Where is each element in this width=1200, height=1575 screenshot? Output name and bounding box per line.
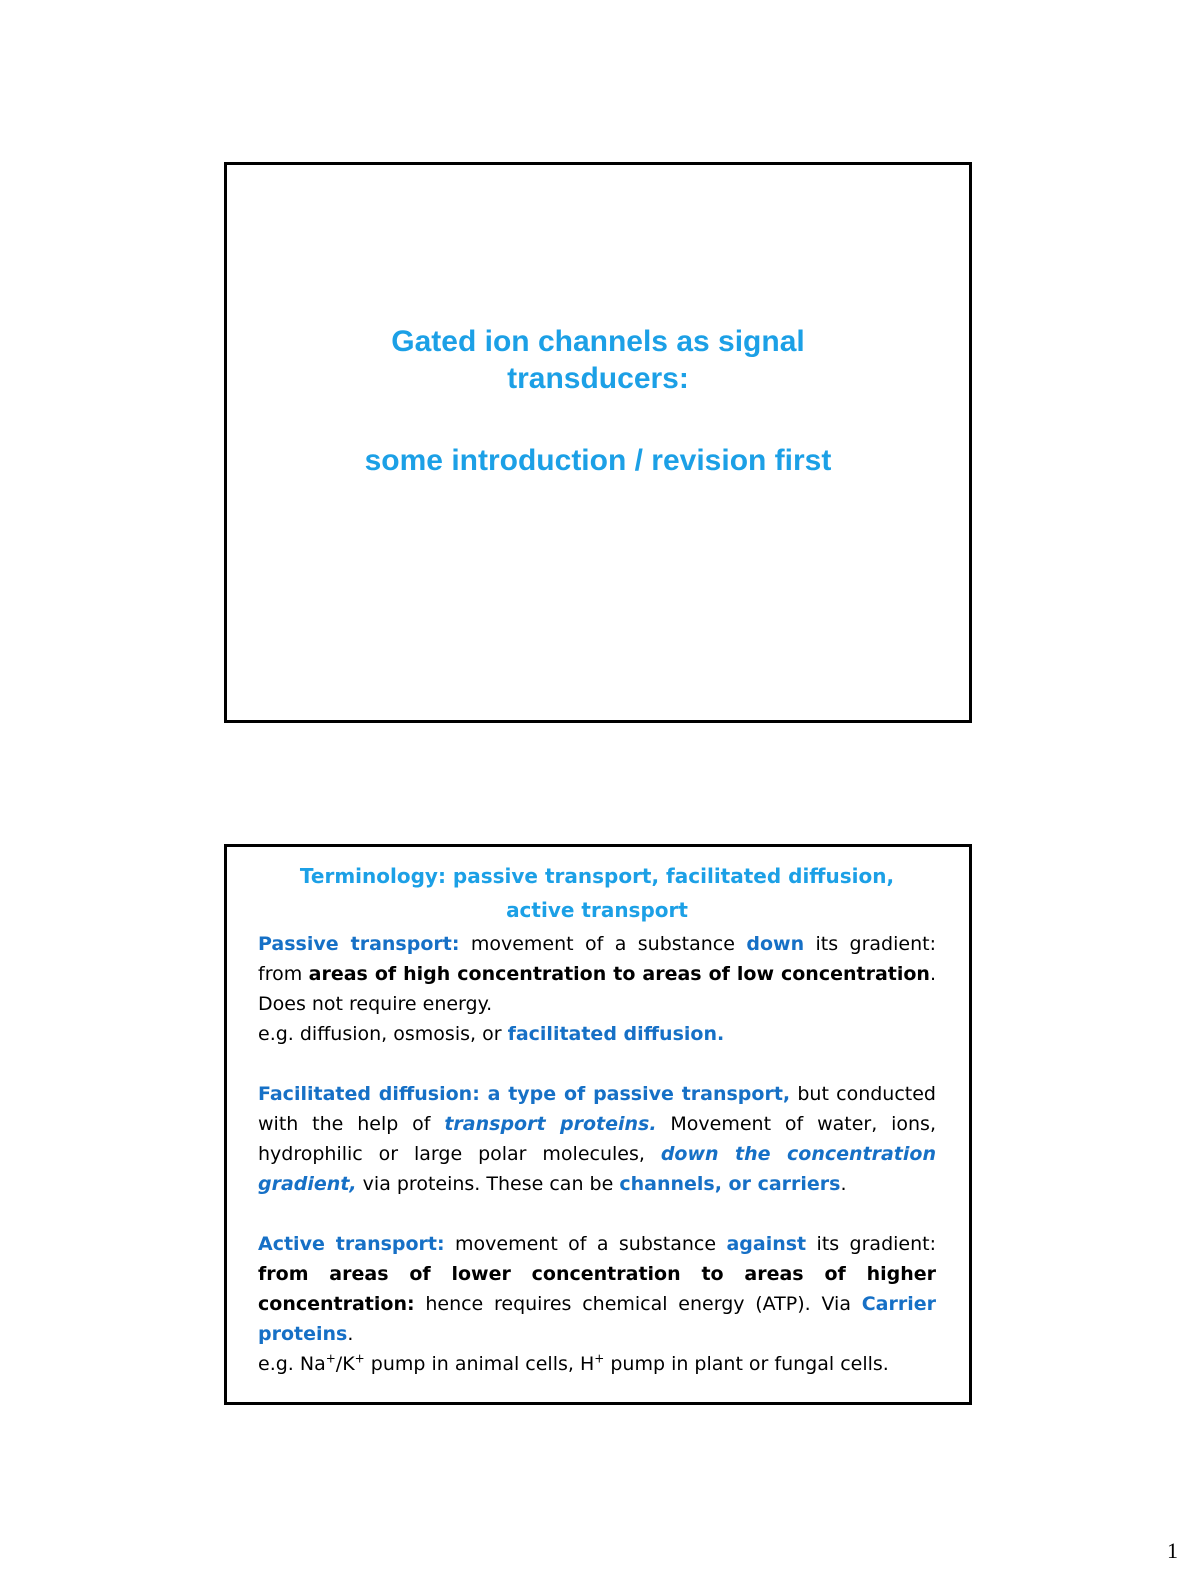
slide-1-title-line-1: Gated ion channels as signal xyxy=(391,325,805,358)
page-number: 1 xyxy=(1167,1538,1178,1563)
passive-text-1: movement of a substance xyxy=(459,933,747,955)
slide-1-subtitle: some introduction / revision first xyxy=(364,444,832,477)
passive-text-2: its gradient: from xyxy=(258,933,936,985)
active-term: Active transport: xyxy=(258,1233,445,1255)
active-text-4: . xyxy=(347,1323,354,1345)
slide-2-content xyxy=(258,859,936,1379)
active-against: against xyxy=(726,1233,807,1255)
passive-down: down xyxy=(746,933,805,955)
facilitated-text-2: Movement of water, ions, hydrophilic or large polar molecules, xyxy=(258,1113,937,1165)
slide-1 xyxy=(224,162,972,723)
slide-1-title xyxy=(227,323,969,479)
slide-1-title-line-2: transducers: xyxy=(507,362,689,395)
passive-transport-paragraph xyxy=(258,929,936,1049)
passive-bold: areas of high concentration to areas of low concentration xyxy=(308,963,930,985)
active-carrier: Carrier proteins xyxy=(258,1293,936,1345)
facilitated-down: down the concentration gradient, xyxy=(258,1143,936,1195)
active-example-2: /K xyxy=(335,1353,355,1375)
slide-2-title-line-1: Terminology: passive transport, facilitated diffusion, xyxy=(299,864,895,888)
active-bold: from areas of lower concentration to areas of higher concentration: xyxy=(258,1263,936,1315)
active-example-3: pump in animal cells, H xyxy=(364,1353,595,1375)
active-transport-paragraph xyxy=(258,1229,936,1379)
facilitated-channels: channels, or carriers xyxy=(619,1173,841,1195)
passive-example-term: facilitated diffusion. xyxy=(507,1023,725,1045)
facilitated-diffusion-paragraph xyxy=(258,1079,936,1199)
active-sup-1: + xyxy=(325,1351,336,1366)
passive-example: e.g. diffusion, osmosis, or xyxy=(258,1023,508,1045)
facilitated-text-1: but conducted with the help of xyxy=(258,1083,936,1135)
facilitated-term: Facilitated diffusion: a type of passive transport, xyxy=(258,1083,791,1105)
active-example-1: e.g. Na xyxy=(258,1353,326,1375)
passive-transport-term: Passive transport: xyxy=(258,933,460,955)
active-text-2: its gradient: xyxy=(806,1233,936,1255)
slide-2 xyxy=(224,844,972,1405)
active-text-3: hence requires chemical energy (ATP). Via xyxy=(414,1293,862,1315)
slide-2-title xyxy=(258,859,936,927)
facilitated-proteins: transport proteins. xyxy=(444,1113,657,1135)
active-example-4: pump in plant or fungal cells. xyxy=(604,1353,889,1375)
active-sup-2: + xyxy=(354,1351,365,1366)
passive-text-3: . Does not require energy. xyxy=(258,963,936,1015)
active-sup-3: + xyxy=(594,1351,605,1366)
slide-2-title-line-2: active transport xyxy=(506,898,688,922)
facilitated-text-3: via proteins. These can be xyxy=(356,1173,620,1195)
active-text-1: movement of a substance xyxy=(444,1233,727,1255)
facilitated-text-4: . xyxy=(840,1173,847,1195)
